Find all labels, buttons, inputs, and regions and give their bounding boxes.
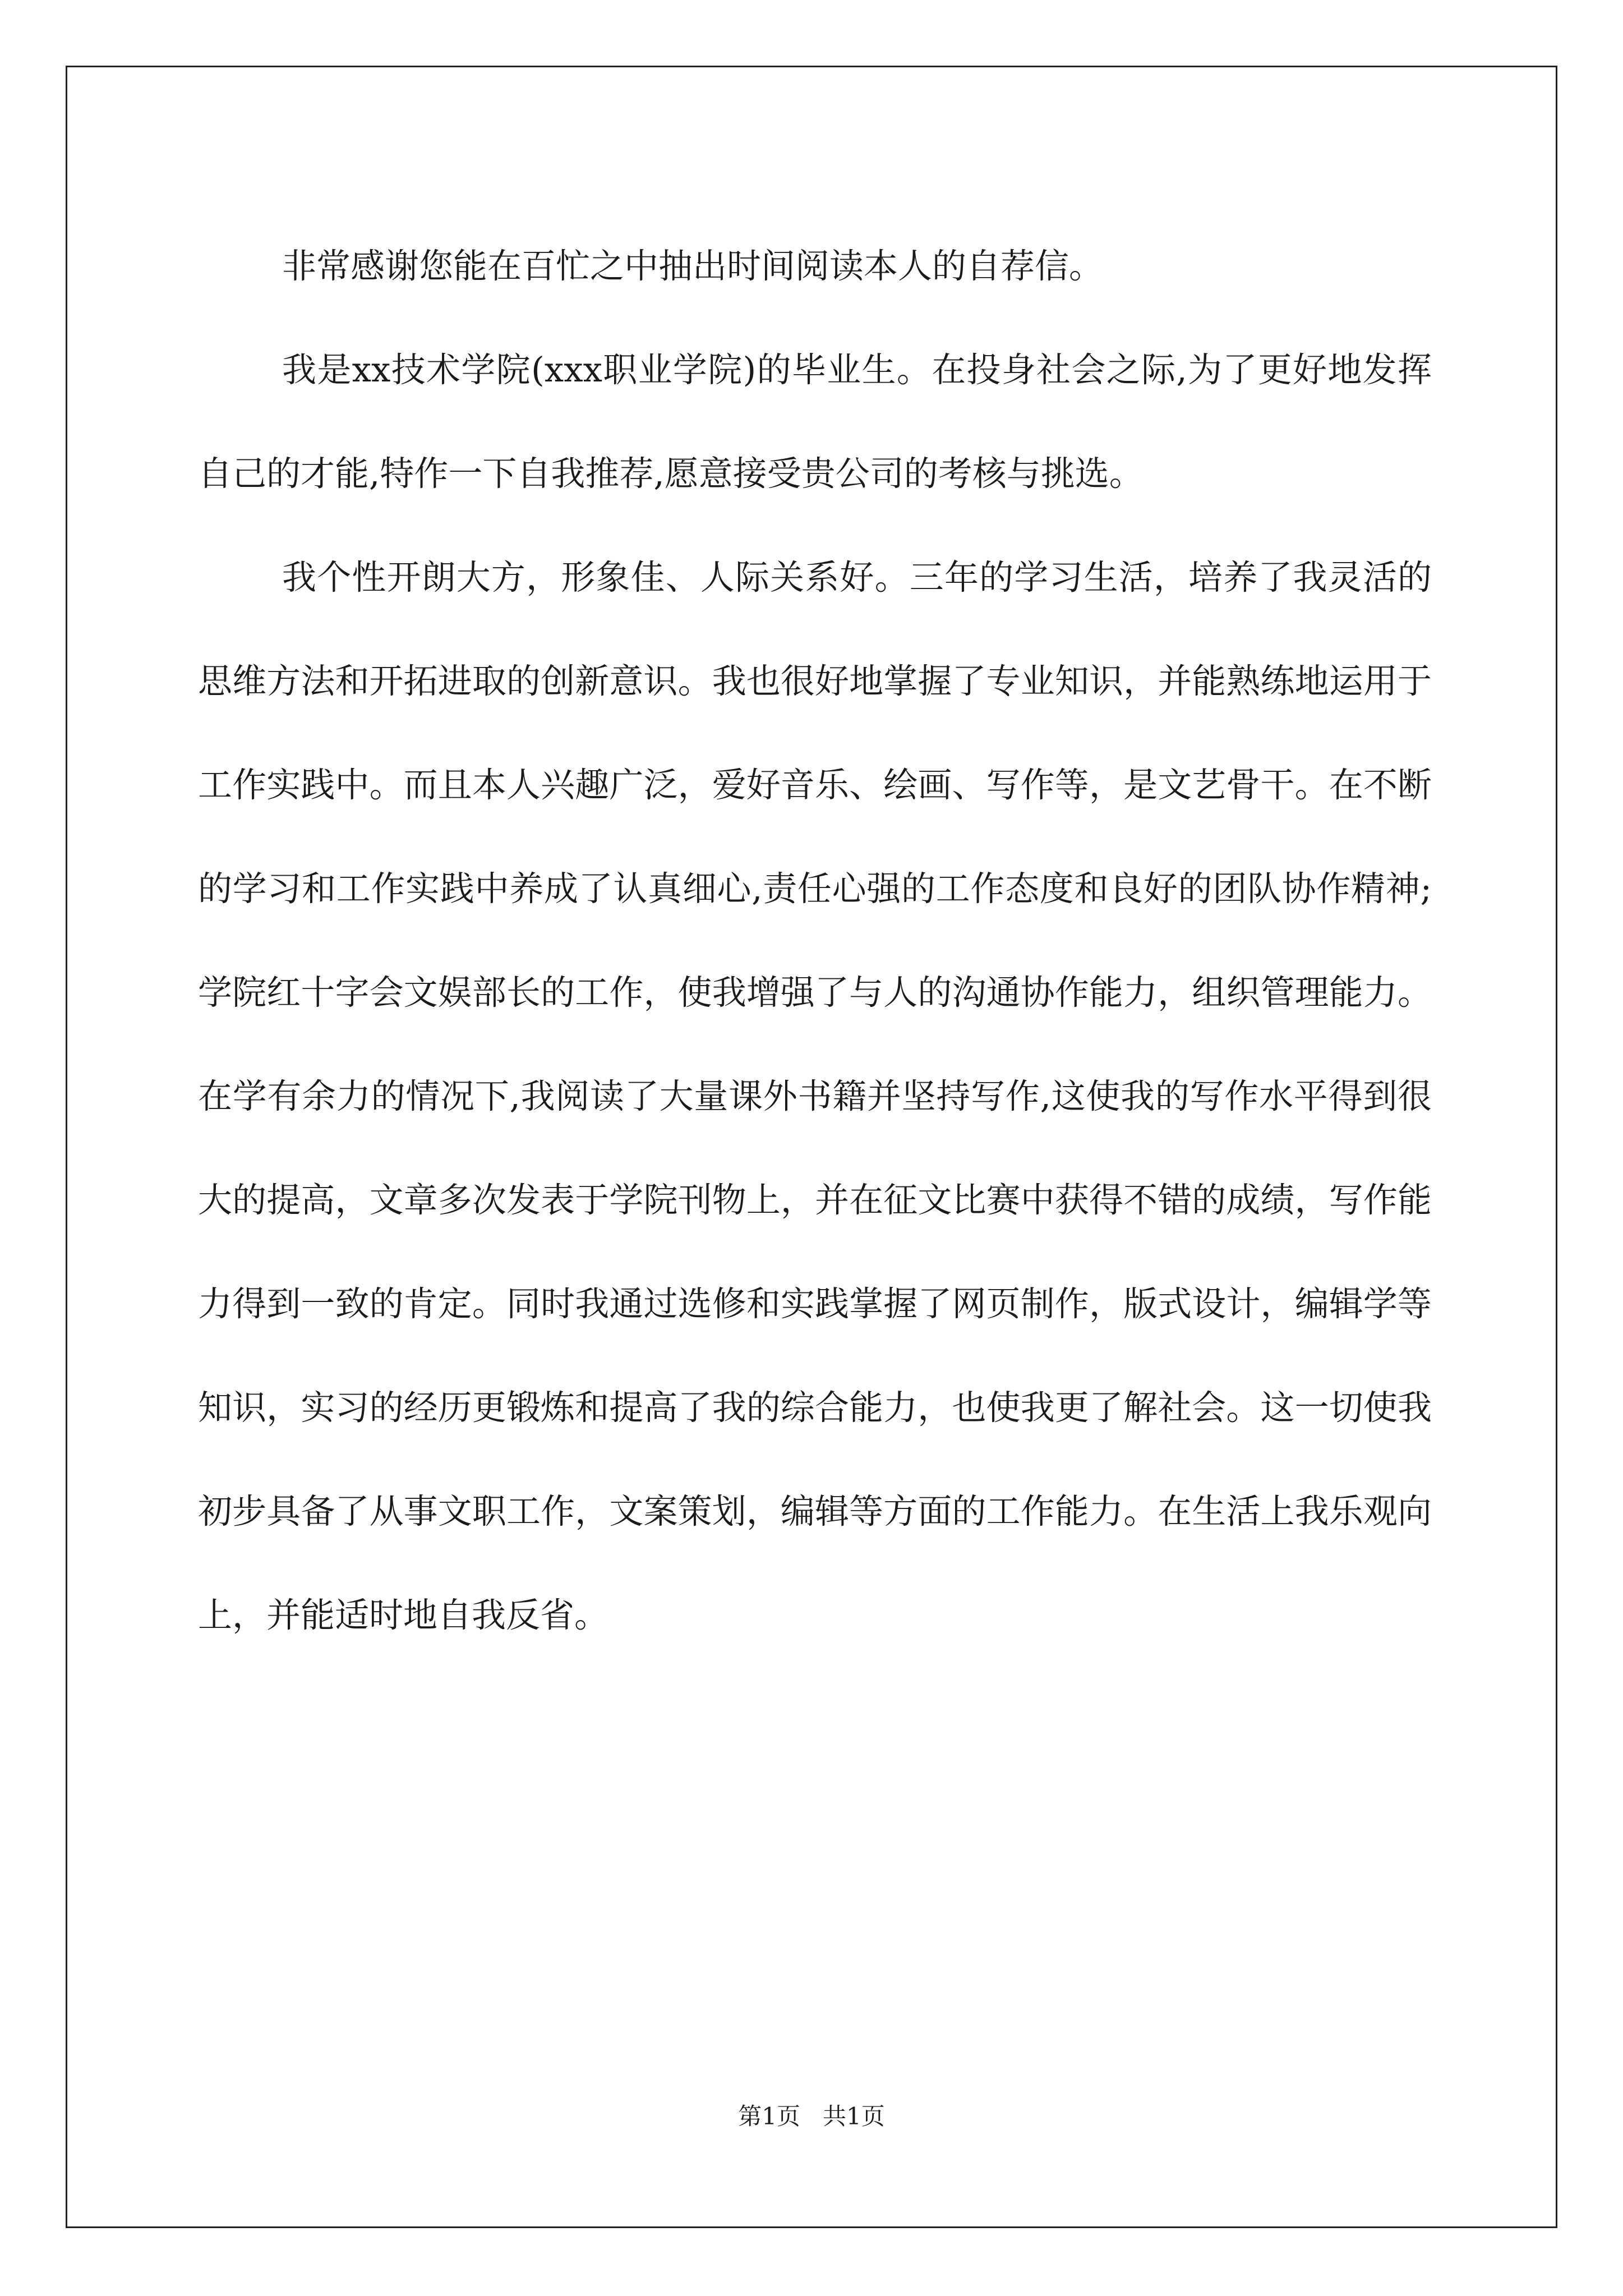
paragraph-thanks: 非常感谢您能在百忙之中抽出时间阅读本人的自荐信。 (282, 246, 1104, 286)
paragraph-introduction: 我是xx技术学院(xxx职业学院)的毕业生。在投身社会之际,为了更好地发挥自己的才能,特作一下自我推荐,愿意接受贵公司的考核与挑选。 (198, 350, 1432, 494)
page-footer: 第1页 共1页 (738, 2102, 885, 2130)
letter-body (198, 214, 1432, 1667)
paragraph-qualifications: 我个性开朗大方，形象佳、人际关系好。三年的学习生活，培养了我灵活的思维方法和开拓进取的创新意识。我也很好地掌握了专业知识，并能熟练地运用于工作实践中。而且本人兴趣广泛，爱好音乐、绘画、写作等，是文艺骨干。在不断的学习和工作实践中养成了认真细心,责任心强的工作态度和良好的团队协作精神;学院红十字会文娱部长的工作，使我增强了与人的沟通协作能力，组织管理能力。在学有余力的情况下,我阅读了大量课外书籍并坚持写作,这使我的写作水平得到很大的提高，文章多次发表于学院刊物上，并在征文比赛中获得不错的成绩，写作能力得到一致的肯定。同时我通过选修和实践掌握了网页制作，版式设计，编辑学等知识，实习的经历更锻炼和提高了我的综合能力，也使我更了解社会。这一切使我初步具备了从事文职工作，文案策划，编辑等方面的工作能力。在生活上我乐观向上，并能适时地自我反省。 (198, 558, 1432, 1635)
